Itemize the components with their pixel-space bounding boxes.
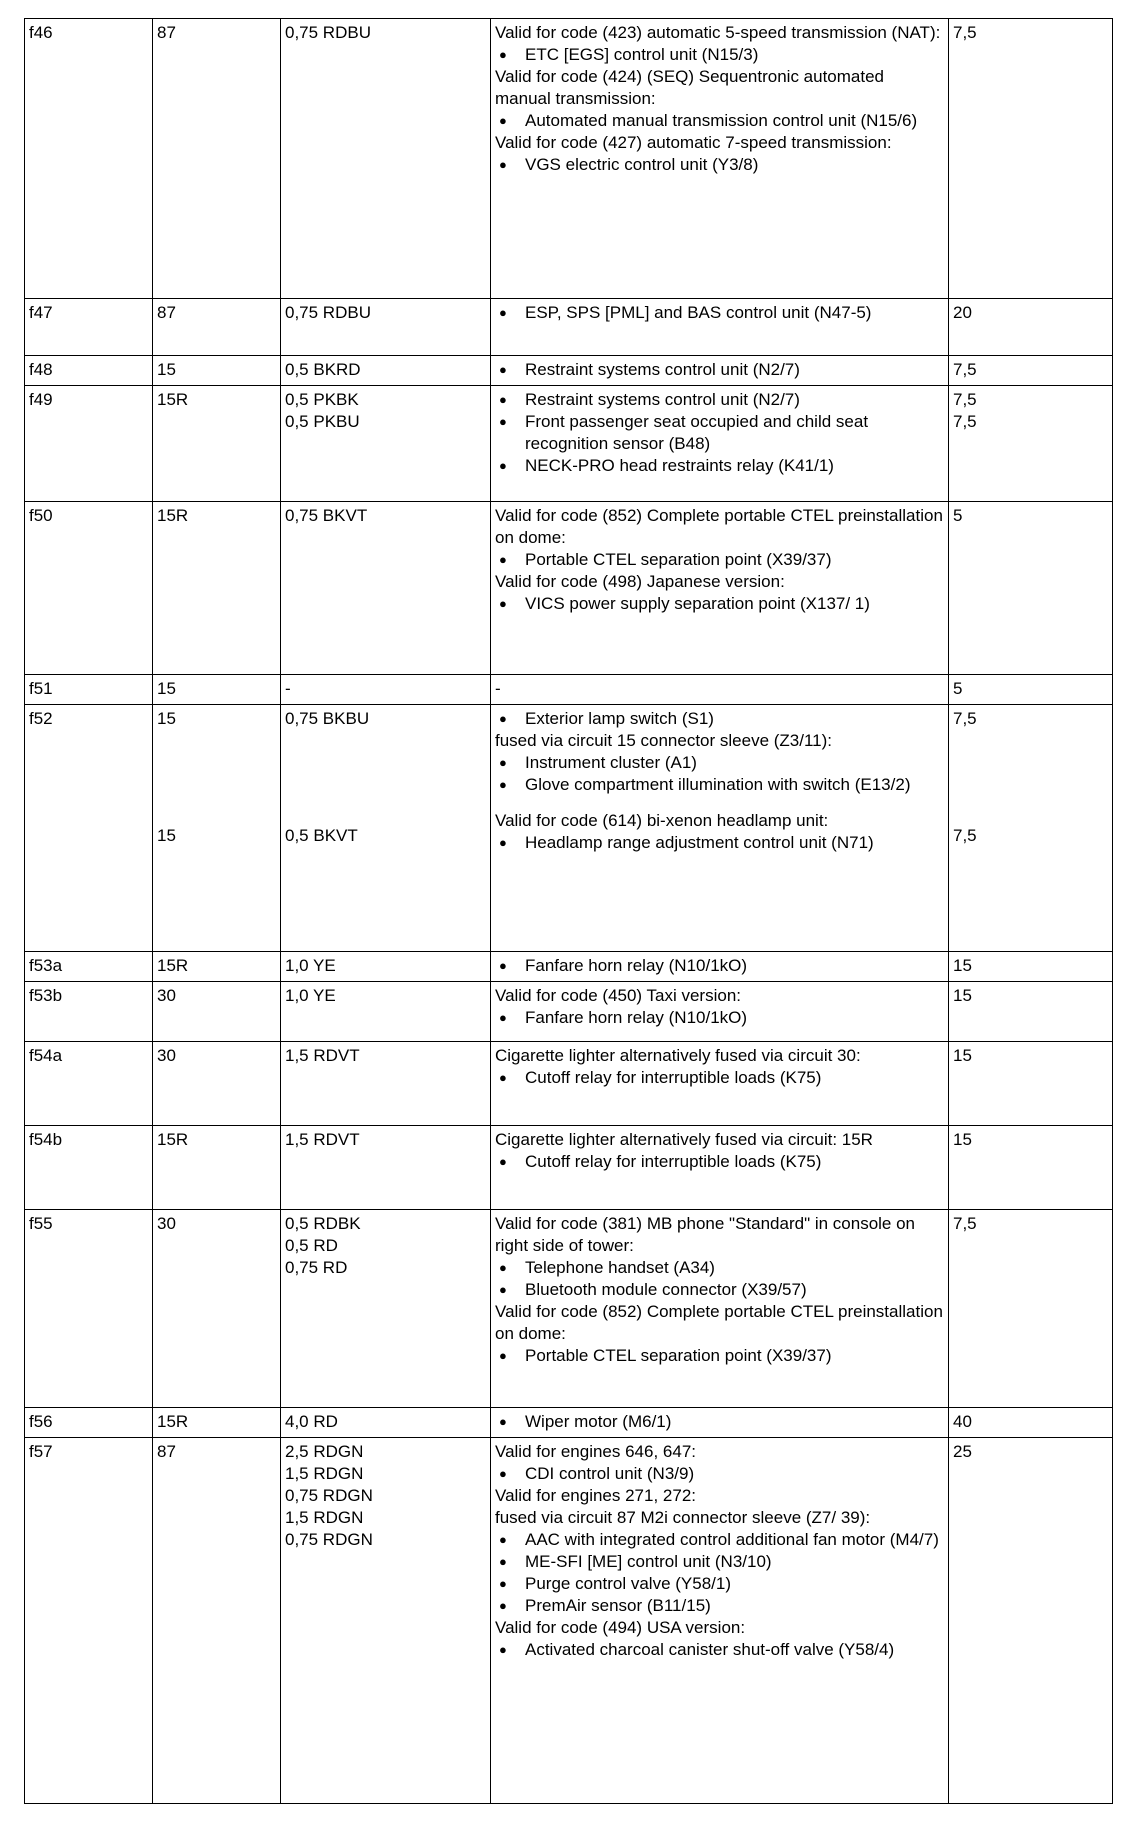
amperage-value: 20 [953,303,972,322]
wire-cell [281,502,491,675]
wire-spec: 1,0 YE [285,956,336,975]
wire-spec: 0,5 BKVT [285,826,358,845]
terminal-value: 15R [157,1130,189,1149]
amperage-value: 7,5 [953,360,977,379]
consumer-item: ● Purge control valve (Y58/1) [495,1573,944,1595]
amperage-cell [949,1438,1113,1804]
consumer-item: ● Restraint systems control unit (N2/7) [495,389,944,411]
terminal-value: 87 [157,1442,176,1461]
wire-cell [281,1438,491,1804]
wire-spec: 0,75 BKVT [285,506,368,525]
amperage-cell [949,982,1113,1042]
validity-note: Valid for code (852) Complete portable CTEL preinstallation on dome: [495,1302,943,1343]
consumer-cell [491,1438,949,1804]
consumer-cell [491,502,949,675]
terminal-value: 15R [157,1412,189,1431]
fuse-row-f48 [25,356,1113,386]
fuse-row-f51 [25,675,1113,705]
consumer-item: ● Wiper motor (M6/1) [495,1411,944,1433]
fuse-row-f52 [25,705,1113,952]
consumer-item: ● Exterior lamp switch (S1) [495,708,944,730]
validity-note: fused via circuit 87 M2i connector sleeve (Z7/ 39): [495,1508,871,1527]
fuse-number-cell [25,1210,153,1408]
terminal-cell [153,952,281,982]
consumer-item: ● AAC with integrated control additional fan motor (M4/7) [495,1529,944,1551]
wire-cell [281,19,491,299]
fuse-row-f50 [25,502,1113,675]
fuse-number: f52 [29,709,53,728]
amperage-value: 15 [953,1130,972,1149]
consumer-item: ● CDI control unit (N3/9) [495,1463,944,1485]
terminal-cell [153,356,281,386]
terminal-value: 15R [157,390,189,409]
fuse-row-f53a [25,952,1113,982]
wire-cell [281,1408,491,1438]
consumer-cell [491,1126,949,1210]
terminal-cell [153,675,281,705]
fuse-number: f53b [29,986,63,1005]
wire-spec: 0,5 RDBK [285,1214,361,1233]
amperage-value: 15 [953,986,972,1005]
amperage-cell [949,356,1113,386]
terminal-cell [153,705,281,952]
consumer-cell [491,1042,949,1126]
amperage-cell [949,386,1113,502]
fuse-number: f55 [29,1214,53,1233]
terminal-cell [153,386,281,502]
fuse-number: f54b [29,1130,63,1149]
amperage-value: 7,5 [953,709,977,728]
validity-note: Valid for code (424) (SEQ) Sequentronic automated manual transmission: [495,67,885,108]
terminal-cell [153,1438,281,1804]
wire-spec: - [285,679,291,698]
consumer-item: ● Activated charcoal canister shut-off valve (Y58/4) [495,1639,944,1661]
fuse-number-cell [25,299,153,356]
wire-spec: 0,5 PKBU [285,412,360,431]
consumer-item: ● Glove compartment illumination with switch (E13/2) [495,774,944,796]
validity-note: Valid for code (450) Taxi version: [495,986,741,1005]
fuse-number-cell [25,1438,153,1804]
wire-spec: 1,5 RDGN [285,1464,364,1483]
terminal-cell [153,982,281,1042]
consumer-cell [491,952,949,982]
terminal-value: 30 [157,1214,176,1233]
consumer-item: ● VGS electric control unit (Y3/8) [495,154,944,176]
fuse-number-cell [25,982,153,1042]
amperage-cell [949,19,1113,299]
consumer-cell [491,705,949,952]
amperage-value: 7,5 [953,1214,977,1233]
amperage-cell [949,299,1113,356]
terminal-cell [153,1408,281,1438]
validity-note: Valid for code (498) Japanese version: [495,572,785,591]
amperage-cell [949,675,1113,705]
consumer-item: ● ETC [EGS] control unit (N15/3) [495,44,944,66]
validity-note: Valid for code (423) automatic 5-speed transmission (NAT): [495,23,941,42]
consumer-cell [491,1210,949,1408]
validity-note: Valid for code (427) automatic 7-speed transmission: [495,133,892,152]
validity-note: Valid for code (852) Complete portable CTEL preinstallation on dome: [495,506,943,547]
fuse-number-cell [25,705,153,952]
amperage-value: 7,5 [953,826,977,845]
amperage-cell [949,705,1113,952]
amperage-cell [949,1210,1113,1408]
consumer-item: ● Cutoff relay for interruptible loads (K75) [495,1067,944,1089]
wire-cell [281,982,491,1042]
amperage-cell [949,952,1113,982]
consumer-item: ● Fanfare horn relay (N10/1kO) [495,1007,944,1029]
fuse-row-f46 [25,19,1113,299]
fuse-number: f53a [29,956,63,975]
fuse-number: f46 [29,23,53,42]
terminal-value: 30 [157,1046,176,1065]
validity-note: - [495,679,501,698]
fuse-number: f51 [29,679,53,698]
consumer-cell [491,356,949,386]
consumer-item: ● Portable CTEL separation point (X39/37) [495,549,944,571]
fuse-number: f56 [29,1412,53,1431]
wire-spec: 0,75 RDBU [285,23,371,42]
wire-cell [281,675,491,705]
amperage-value: 7,5 [953,23,977,42]
fuse-number-cell [25,19,153,299]
validity-note: Valid for code (494) USA version: [495,1618,746,1637]
consumer-cell [491,299,949,356]
consumer-item: ● ESP, SPS [PML] and BAS control unit (N47-5) [495,302,944,324]
terminal-value: 15 [157,826,176,845]
fuse-number: f50 [29,506,53,525]
wire-cell [281,1210,491,1408]
consumer-item: ● Restraint systems control unit (N2/7) [495,359,944,381]
fuse-row-f49 [25,386,1113,502]
validity-note: Cigarette lighter alternatively fused via circuit: 15R [495,1130,873,1149]
fuse-number: f54a [29,1046,63,1065]
consumer-cell [491,982,949,1042]
wire-spec: 0,5 RD [285,1236,338,1255]
fuse-row-f47 [25,299,1113,356]
wire-cell [281,356,491,386]
fuse-row-f54a [25,1042,1113,1126]
terminal-value: 15 [157,709,176,728]
fuse-number-cell [25,1408,153,1438]
wire-spec: 4,0 RD [285,1412,338,1431]
consumer-item: ● VICS power supply separation point (X137/ 1) [495,593,944,615]
wire-spec: 0,75 RDGN [285,1530,373,1549]
wire-cell [281,705,491,952]
fuse-number-cell [25,356,153,386]
wire-cell [281,299,491,356]
amperage-cell [949,502,1113,675]
consumer-cell [491,675,949,705]
fuse-number-cell [25,675,153,705]
amperage-cell [949,1042,1113,1126]
consumer-item: ● Cutoff relay for interruptible loads (K75) [495,1151,944,1173]
fuse-number: f47 [29,303,53,322]
wire-cell [281,952,491,982]
terminal-value: 87 [157,23,176,42]
validity-note: fused via circuit 15 connector sleeve (Z3/11): [495,731,833,750]
fuse-number-cell [25,1126,153,1210]
fuse-number-cell [25,386,153,502]
consumer-item: ● Telephone handset (A34) [495,1257,944,1279]
fuse-row-f54b [25,1126,1113,1210]
fuse-number-cell [25,952,153,982]
consumer-item: ● Bluetooth module connector (X39/57) [495,1279,944,1301]
fuse-number: f57 [29,1442,53,1461]
validity-note: Valid for engines 646, 647: [495,1442,696,1461]
terminal-cell [153,1210,281,1408]
consumer-cell [491,19,949,299]
amperage-cell [949,1408,1113,1438]
amperage-value: 15 [953,956,972,975]
validity-note: Valid for code (614) bi-xenon headlamp unit: [495,811,829,830]
fuse-row-f56 [25,1408,1113,1438]
fuse-number-cell [25,502,153,675]
wire-cell [281,1042,491,1126]
terminal-cell [153,502,281,675]
consumer-cell [491,1408,949,1438]
wire-spec: 0,5 PKBK [285,390,359,409]
wire-spec: 2,5 RDGN [285,1442,364,1461]
amperage-value: 40 [953,1412,972,1431]
fuse-row-f57 [25,1438,1113,1804]
consumer-item: ● NECK-PRO head restraints relay (K41/1) [495,455,944,477]
terminal-cell [153,1126,281,1210]
validity-note: Cigarette lighter alternatively fused via circuit 30: [495,1046,861,1065]
terminal-value: 15 [157,360,176,379]
amperage-value: 5 [953,679,963,698]
terminal-cell [153,299,281,356]
consumer-item: ● Front passenger seat occupied and child seat recognition sensor (B48) [495,411,944,455]
wire-spec: 0,75 RDBU [285,303,371,322]
validity-note: Valid for code (381) MB phone "Standard" in console on right side of tower: [495,1214,916,1255]
wire-spec: 1,0 YE [285,986,336,1005]
terminal-value: 15R [157,506,189,525]
wire-cell [281,1126,491,1210]
wire-spec: 0,75 RDGN [285,1486,373,1505]
terminal-value: 87 [157,303,176,322]
fuse-row-f55 [25,1210,1113,1408]
amperage-value: 15 [953,1046,972,1065]
terminal-value: 15 [157,679,176,698]
terminal-cell [153,1042,281,1126]
amperage-value: 7,5 [953,390,977,409]
fuse-number: f48 [29,360,53,379]
terminal-value: 15R [157,956,189,975]
wire-spec: 1,5 RDVT [285,1130,360,1149]
wire-spec: 0,5 BKRD [285,360,361,379]
fuse-number: f49 [29,390,53,409]
consumer-item: ● PremAir sensor (B11/15) [495,1595,944,1617]
amperage-value: 5 [953,506,963,525]
wire-cell [281,386,491,502]
consumer-item: ● Fanfare horn relay (N10/1kO) [495,955,944,977]
wire-spec: 1,5 RDGN [285,1508,364,1527]
wire-spec: 0,75 BKBU [285,709,370,728]
fuse-number-cell [25,1042,153,1126]
consumer-item: ● Instrument cluster (A1) [495,752,944,774]
wire-spec: 1,5 RDVT [285,1046,360,1065]
validity-note: Valid for engines 271, 272: [495,1486,696,1505]
consumer-item: ● Headlamp range adjustment control unit (N71) [495,832,944,854]
terminal-cell [153,19,281,299]
consumer-cell [491,386,949,502]
terminal-value: 30 [157,986,176,1005]
amperage-value: 25 [953,1442,972,1461]
fuse-row-f53b [25,982,1113,1042]
consumer-item: ● Automated manual transmission control unit (N15/6) [495,110,944,132]
consumer-item: ● Portable CTEL separation point (X39/37) [495,1345,944,1367]
fuse-allocation-table [24,18,1113,1804]
amperage-cell [949,1126,1113,1210]
wire-spec: 0,75 RD [285,1258,348,1277]
amperage-value: 7,5 [953,412,977,431]
consumer-item: ● ME-SFI [ME] control unit (N3/10) [495,1551,944,1573]
